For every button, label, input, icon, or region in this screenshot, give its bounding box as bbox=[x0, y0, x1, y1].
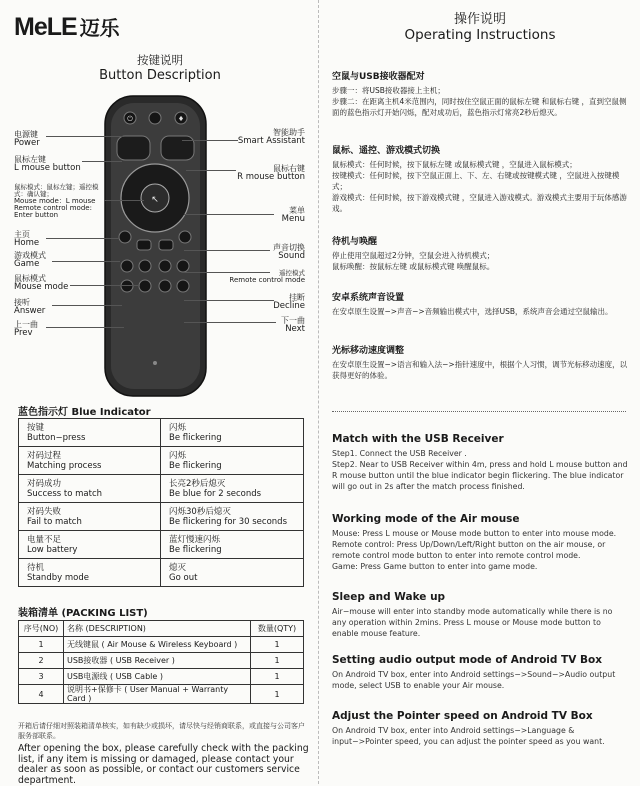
en-section-audio: Setting audio output mode of Android TV Box On Android TV box, enter into Android settings−>Sound−>Audio output mode, select USB to enable your Air mouse. bbox=[332, 654, 628, 691]
en-section-modes: Working mode of the Air mouse Mouse: Press L mouse or Mouse mode button to enter into mouse mode. Remote control: Press Up/Down/Left/Right button on the air mouse, or remote control mode button to enter into remote control mode. Game: Press Game button to enter into game mode. bbox=[332, 513, 628, 572]
col-header-desc: 名称 (DESCRIPTION) bbox=[64, 621, 251, 637]
button-description-title bbox=[60, 52, 260, 83]
leader-line bbox=[186, 170, 236, 171]
label-home: 主页 Home bbox=[14, 230, 40, 248]
section-heading: Setting audio output mode of Android TV Box bbox=[332, 654, 602, 666]
label-answer: 接听 Answer bbox=[14, 298, 46, 316]
title-cn: 按键说明 bbox=[137, 53, 183, 67]
logo-text-en: MeLE bbox=[14, 13, 77, 41]
cn-section-modes: 鼠标、遥控、游戏模式切换 鼠标模式：任何时候，按下鼠标左键 或鼠标模式键 ，空鼠进入鼠标模式； 按键模式：任何时候，按下空鼠正面上、下、左、右键或按键模式键 ，空鼠进入按键模式； 游戏模式：任何时候，按下游戏模式键 ，空鼠进入游戏模式。游戏模式主要用于玩体感游戏。 bbox=[332, 143, 628, 214]
cn-section-cursor: 光标移动速度调整 在安卓原生设置−>语言和输入法−>指针速度中，根据个人习惯，调节光标移动速度，以获得更好的体验。 bbox=[332, 343, 628, 381]
cn-section-pairing: 空鼠与USB接收器配对 步骤一：将USB接收器接上主机； 步骤二：在距离主机4米范围内，同时按住空鼠正面的鼠标左键 和鼠标右键 ，直到空鼠侧面的蓝色指示灯开始闪烁，配对成功后，蓝色指示灯常亮2秒后熄灭。 bbox=[332, 69, 628, 118]
col-header-qty: 数量(QTY) bbox=[251, 621, 304, 637]
operating-title-en: Operating Instructions bbox=[404, 27, 556, 43]
leader-line bbox=[52, 305, 122, 306]
label-mouse-mode: 鼠标模式 Mouse mode bbox=[14, 274, 69, 292]
en-section-pointer: Adjust the Pointer speed on Android TV Box On Android TV box, enter into Android settings−>Language & input−>Pointer speed, you can adjust the pointer speed as you want. bbox=[332, 710, 628, 747]
table-row: 2 USB接收器 ( USB Receiver ) 1 bbox=[19, 653, 304, 669]
leader-line bbox=[182, 140, 238, 141]
en-section-sleep: Sleep and Wake up Air−mouse will enter into standby mode automatically while there is no any operation within 2mins. Press L mouse or Mouse mode button to enable mouse feature. bbox=[332, 591, 628, 639]
leader-line bbox=[82, 161, 122, 162]
svg-text:♦: ♦ bbox=[177, 115, 185, 123]
leader-line bbox=[184, 250, 270, 251]
section-heading: 空鼠与USB接收器配对 bbox=[332, 72, 425, 82]
table-row: 1 无线键鼠 ( Air Mouse & Wireless Keyboard ) 1 bbox=[19, 637, 304, 653]
col-header-no: 序号(NO) bbox=[19, 621, 64, 637]
packing-title: 装箱清单 (PACKING LIST) bbox=[18, 608, 148, 619]
table-row: 对码过程 Matching process 闪烁 Be flickering bbox=[19, 447, 304, 475]
leader-line bbox=[184, 214, 274, 215]
leader-line bbox=[70, 285, 140, 286]
table-header-row bbox=[19, 621, 304, 637]
label-game: 游戏模式 Game bbox=[14, 251, 46, 269]
leader-line bbox=[184, 300, 274, 301]
packing-note-cn: 开箱后请仔细对照装箱清单核实，如有缺少或损坏，请尽快与经销商联系，或直接与公司客户服务部联系。 bbox=[18, 722, 305, 740]
leader-line bbox=[184, 272, 270, 273]
operating-title bbox=[330, 8, 630, 43]
label-l-mouse: 鼠标左键 L mouse button bbox=[14, 155, 81, 173]
section-heading: 待机与唤醒 bbox=[332, 237, 378, 247]
label-menu: 菜单 Menu bbox=[281, 206, 305, 224]
label-decline: 挂断 Decline bbox=[273, 293, 305, 311]
table-row: 对码成功 Success to match 长亮2秒后熄灭 Be blue for 2 seconds bbox=[19, 475, 304, 503]
table-row: 按键 Button−press 闪烁 Be flickering bbox=[19, 419, 304, 447]
section-heading: Working mode of the Air mouse bbox=[332, 513, 520, 525]
packing-note-en: After opening the box, please carefully check with the packing list, if any item is missing or damaged, please contact your dealer as soon as possible, or contact our customers service department. bbox=[18, 743, 309, 786]
leader-line bbox=[46, 327, 124, 328]
section-heading: 光标移动速度调整 bbox=[332, 346, 405, 356]
fold-line bbox=[318, 0, 320, 784]
label-power: 电源键 Power bbox=[14, 130, 40, 148]
indicator-table bbox=[18, 418, 304, 587]
brand-logo bbox=[14, 12, 120, 42]
label-prev: 上一曲 Prev bbox=[14, 320, 38, 338]
cn-section-sound: 安卓系统声音设置 在安卓原生设置−>声音−>音频输出模式中，选择USB，系统声音会通过空鼠输出。 bbox=[332, 290, 628, 317]
leader-line bbox=[104, 200, 144, 201]
logo-text-cn: 迈乐 bbox=[79, 18, 120, 40]
label-next: 下一曲 Next bbox=[281, 316, 305, 334]
operating-title-cn: 操作说明 bbox=[453, 12, 506, 27]
leader-line bbox=[184, 322, 276, 323]
section-heading: 鼠标、遥控、游戏模式切换 bbox=[332, 146, 441, 156]
divider bbox=[332, 411, 626, 412]
svg-text:⏻: ⏻ bbox=[127, 115, 133, 123]
indicator-title: 蓝色指示灯 Blue Indicator bbox=[18, 407, 151, 418]
table-row: 对码失败 Fail to match 闪烁30秒后熄灭 Be flickering for 30 seconds bbox=[19, 503, 304, 531]
label-r-mouse: 鼠标右键 R mouse button bbox=[237, 164, 305, 182]
label-smart-assistant: 智能助手 Smart Assistant bbox=[237, 128, 305, 146]
table-row: 待机 Standby mode 熄灭 Go out bbox=[19, 559, 304, 587]
packing-table bbox=[18, 620, 304, 704]
label-sound: 声音切换 Sound bbox=[273, 243, 305, 261]
leader-line bbox=[52, 261, 120, 262]
label-remote-mode: 遥控模式 Remote control mode bbox=[229, 269, 305, 284]
section-heading: 安卓系统声音设置 bbox=[332, 293, 405, 303]
table-row: 4 说明书+保修卡 ( User Manual + Warranty Card ) 1 bbox=[19, 685, 304, 704]
section-heading: Sleep and Wake up bbox=[332, 591, 446, 603]
label-enter: 鼠标模式：鼠标左键；遥控模式：确认键； Mouse mode：L mouse Remote control mode: Enter button bbox=[14, 183, 99, 219]
svg-text:↖: ↖ bbox=[151, 195, 159, 205]
section-heading: Adjust the Pointer speed on Android TV Box bbox=[332, 710, 593, 722]
leader-line bbox=[46, 136, 124, 137]
title-en: Button Description bbox=[99, 68, 221, 83]
cn-section-standby: 待机与唤醒 停止使用空鼠超过2分钟，空鼠会进入待机模式； 鼠标唤醒：按鼠标左键 或鼠标模式键 唤醒鼠标。 bbox=[332, 234, 628, 272]
table-row: 3 USB电源线 ( USB Cable ) 1 bbox=[19, 669, 304, 685]
section-heading: Match with the USB Receiver bbox=[332, 433, 504, 445]
en-section-pairing: Match with the USB Receiver Step1. Connect the USB Receiver . Step2. Near to USB Receiver within 4m, press and hold L mouse button and R mouse button until the blue indicator begin flickering. The blue indicator will go out in 2s after the match process finished. bbox=[332, 433, 628, 491]
leader-line bbox=[46, 238, 120, 239]
table-row: 电量不足 Low battery 蓝灯慢速闪烁 Be flickering bbox=[19, 531, 304, 559]
